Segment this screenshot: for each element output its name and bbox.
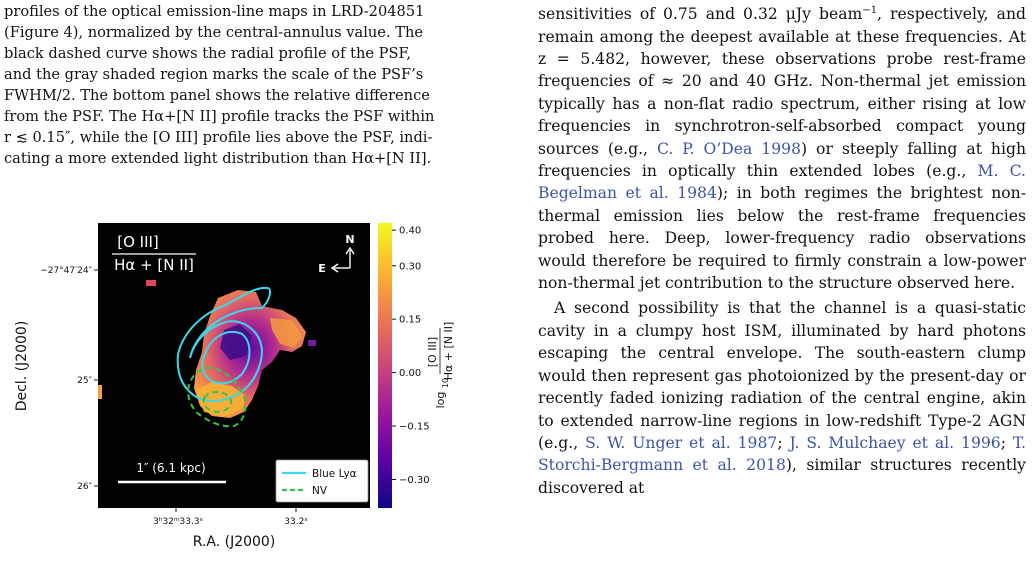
colorbar-label-subscript: 10 xyxy=(441,377,450,389)
y-tick-label: 26″ xyxy=(77,482,92,492)
paragraph-text: ); in both regimes the brightest non-thermal emission lies below the rest-frame frequencies probed here. Deep, lower-frequency radio observations would therefore be required to firmly constrain a low-power non-thermal jet contribution to the structure observed here. xyxy=(538,184,1026,293)
y-tick-label: −27°47′24″ xyxy=(40,266,92,276)
citation-link[interactable]: C. P. O’Dea 1998 xyxy=(656,139,801,158)
colorbar-label-log: log xyxy=(434,391,447,409)
x-axis-label: R.A. (J2000) xyxy=(192,534,276,550)
compass-east-label: E xyxy=(318,262,326,275)
y-axis-label: Decl. (J2000) xyxy=(14,320,30,412)
paragraph-2 xyxy=(538,297,1026,499)
x-tick-label: 3ʰ32ᵐ33.3ˢ xyxy=(153,517,203,527)
citation-link[interactable]: S. W. Unger et al. 1987 xyxy=(585,433,778,452)
figure-caption-continued xyxy=(4,0,478,169)
colorbar-tick-label: 0.30 xyxy=(399,261,422,273)
citation-link[interactable]: J. S. Mulchaey et al. 1996 xyxy=(789,433,1001,452)
colorbar-scale xyxy=(378,223,392,508)
paragraph-text: A second possibility is that the channel is a quasi-static cavity in a clumpy host ISM, illuminated by hard photons escaping the central envelope. The south-eastern clump would then represent gas photoionized by the present-day or recently faded ionizing radiation of the central engine, akin to extended narrow-line regions in low-redshift Type-2 AGN (e.g., xyxy=(538,299,1026,452)
caption-line: from the PSF. The Hα+[N II] profile tracks the PSF within xyxy=(4,108,435,125)
caption-line: r ≲ 0.15″, while the [O III] profile lies above the PSF, indi- xyxy=(4,129,433,146)
caption-line: profiles of the optical emission-line maps in LRD-204851 xyxy=(4,3,425,20)
scale-bar-label: 1″ (6.1 kpc) xyxy=(136,461,206,475)
y-axis xyxy=(14,266,98,492)
paragraph-text: sensitivities of 0.75 and 0.32 μJy beam xyxy=(538,5,863,24)
colorbar-tick-label: 0.00 xyxy=(399,368,422,380)
colorbar-label xyxy=(426,322,455,409)
body-text xyxy=(538,0,1026,499)
legend-label-lya: Blue Lyα xyxy=(312,468,357,480)
caption-line: (Figure 4), normalized by the central-annulus value. The xyxy=(4,24,423,41)
figure-svg xyxy=(0,190,478,570)
colorbar-label-denominator: Hα + [N II] xyxy=(442,321,455,381)
superscript: −1 xyxy=(862,5,878,16)
caption-line: black dashed curve shows the radial profile of the PSF, xyxy=(4,45,411,62)
y-tick-label: 25″ xyxy=(77,376,92,386)
colorbar-tick-label: 0.40 xyxy=(399,225,422,237)
separator: ; xyxy=(777,433,790,452)
paragraph-1 xyxy=(538,0,1026,294)
citation-link[interactable]: T. Storchi-Bergmann et al. 2018 xyxy=(538,433,1026,475)
caption-line: cating a more extended light distribution than Hα+[N II]. xyxy=(4,150,432,167)
paragraph-text: ) or steeply falling at high frequencies in optically thin extended lobes (e.g., xyxy=(538,139,1026,181)
line-ratio-map-figure xyxy=(0,190,478,570)
x-tick-label: 33.2ˢ xyxy=(284,517,308,527)
compass-north-label: N xyxy=(345,233,355,246)
x-axis xyxy=(153,508,308,550)
legend xyxy=(276,460,368,502)
left-column xyxy=(4,0,478,169)
colorbar-tick-label: −0.30 xyxy=(399,475,430,486)
paragraph-text: ), similar structures recently discovered at xyxy=(538,456,1026,497)
citation-link[interactable]: M. C. Begelman et al. 1984 xyxy=(538,162,1026,203)
paragraph-text: and remain among the deepest available at these frequencies. At z = 5.482, however, these observations probe rest-frame frequencies of ≈ 20 and 40 GHz. Non-thermal jet emission typically has a non-flat radio spectrum, either rising at low frequencies in synchrotron-self-absorbed compact young sources (e.g., xyxy=(538,5,1026,158)
panel-title-numerator: [O III] xyxy=(117,233,159,251)
caption-line: FWHM/2. The bottom panel shows the relative difference xyxy=(4,87,430,104)
colorbar-tick-label: −0.15 xyxy=(399,421,430,433)
colorbar xyxy=(378,223,455,508)
legend-label-nv: NV xyxy=(312,485,328,497)
paragraph-text: , respectively, xyxy=(877,5,989,24)
caption-line: and the gray shaded region marks the scale of the PSF’s xyxy=(4,66,424,83)
right-column xyxy=(538,0,1026,499)
separator: ; xyxy=(1000,433,1013,452)
colorbar-tick-label: 0.15 xyxy=(399,314,422,326)
panel-title-denominator: Hα + [N II] xyxy=(114,256,194,274)
colorbar-label-numerator: [O III] xyxy=(426,336,439,368)
